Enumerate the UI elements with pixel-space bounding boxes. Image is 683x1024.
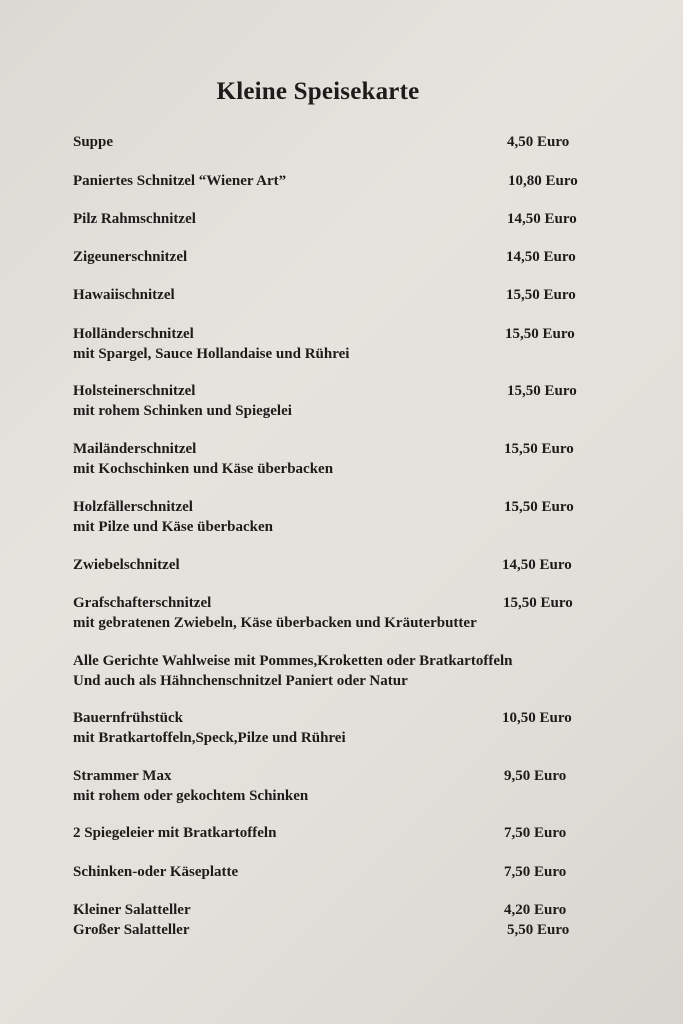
menu-item: [73, 133, 603, 153]
menu-item: [73, 767, 603, 806]
item-price: 15,50 Euro: [504, 499, 574, 515]
item-description: mit Kochschinken und Käse überbacken: [73, 460, 334, 477]
item-name: Schinken-oder Käseplatte: [73, 864, 239, 880]
item-name: Grafschafterschnitzel: [73, 595, 212, 611]
item-description: mit rohem Schinken und Spiegelei: [73, 402, 292, 419]
item-description: mit gebratenen Zwiebeln, Käse überbacken und Kräuterbutter: [73, 614, 477, 631]
item-price: 10,50 Euro: [502, 710, 572, 726]
menu-item: [73, 498, 603, 537]
item-price: 7,50 Euro: [504, 825, 567, 841]
item-price: 10,80 Euro: [508, 173, 578, 189]
item-name: Zwiebelschnitzel: [73, 557, 180, 573]
item-price: 9,50 Euro: [504, 768, 567, 784]
menu-item: [73, 248, 603, 268]
item-description: mit Bratkartoffeln,Speck,Pilze und Rührei: [73, 729, 346, 746]
item-name: Holsteinerschnitzel: [73, 383, 196, 399]
menu-item: [73, 594, 603, 633]
menu-item: [73, 440, 603, 479]
item-price: 4,20 Euro: [504, 902, 567, 918]
item-price: 15,50 Euro: [507, 383, 577, 399]
menu-item: [73, 824, 603, 844]
item-name: Holzfällerschnitzel: [73, 499, 193, 515]
menu-item: [73, 863, 603, 883]
note-line: Alle Gerichte Wahlweise mit Pommes,Kroketten oder Bratkartoffeln: [73, 653, 513, 669]
item-price: 15,50 Euro: [505, 326, 575, 342]
item-description: mit rohem oder gekochtem Schinken: [73, 787, 309, 804]
menu-item: [73, 172, 603, 192]
item-name: Hawaiischnitzel: [73, 287, 175, 303]
item-name: Strammer Max: [73, 768, 172, 784]
item-name: Kleiner Salatteller: [73, 902, 191, 918]
item-name: Suppe: [73, 134, 114, 150]
menu-item: [73, 901, 603, 940]
item-price: 14,50 Euro: [502, 557, 572, 573]
menu-item: [73, 210, 603, 230]
item-description: mit Pilze und Käse überbacken: [73, 518, 274, 535]
item-name: 2 Spiegeleier mit Bratkartoffeln: [73, 825, 277, 841]
item-price: 14,50 Euro: [506, 249, 576, 265]
item-name: Pilz Rahmschnitzel: [73, 211, 196, 227]
item-price: 15,50 Euro: [503, 595, 573, 611]
menu-title: Kleine Speisekarte: [216, 78, 420, 105]
menu-note: [73, 652, 603, 691]
item-price: 14,50 Euro: [507, 211, 577, 227]
item-name: Großer Salatteller: [73, 921, 190, 938]
item-price: 7,50 Euro: [504, 864, 567, 880]
note-line: Und auch als Hähnchenschnitzel Paniert oder Natur: [73, 672, 408, 689]
item-price: 15,50 Euro: [506, 287, 576, 303]
item-name: Zigeunerschnitzel: [73, 249, 188, 265]
item-price: 5,50 Euro: [507, 921, 570, 938]
item-name: Mailänderschnitzel: [73, 441, 197, 457]
item-description: mit Spargel, Sauce Hollandaise und Rührei: [73, 345, 350, 362]
item-price: 15,50 Euro: [504, 441, 574, 457]
item-name: Bauernfrühstück: [73, 710, 184, 726]
item-name: Holländerschnitzel: [73, 326, 194, 342]
item-price: 4,50 Euro: [507, 134, 570, 150]
menu-item: [73, 709, 603, 748]
item-name: Paniertes Schnitzel “Wiener Art”: [73, 173, 287, 189]
menu-item: [73, 382, 603, 421]
menu-item: [73, 556, 603, 576]
menu-item: [73, 325, 603, 364]
menu-item: [73, 286, 603, 306]
